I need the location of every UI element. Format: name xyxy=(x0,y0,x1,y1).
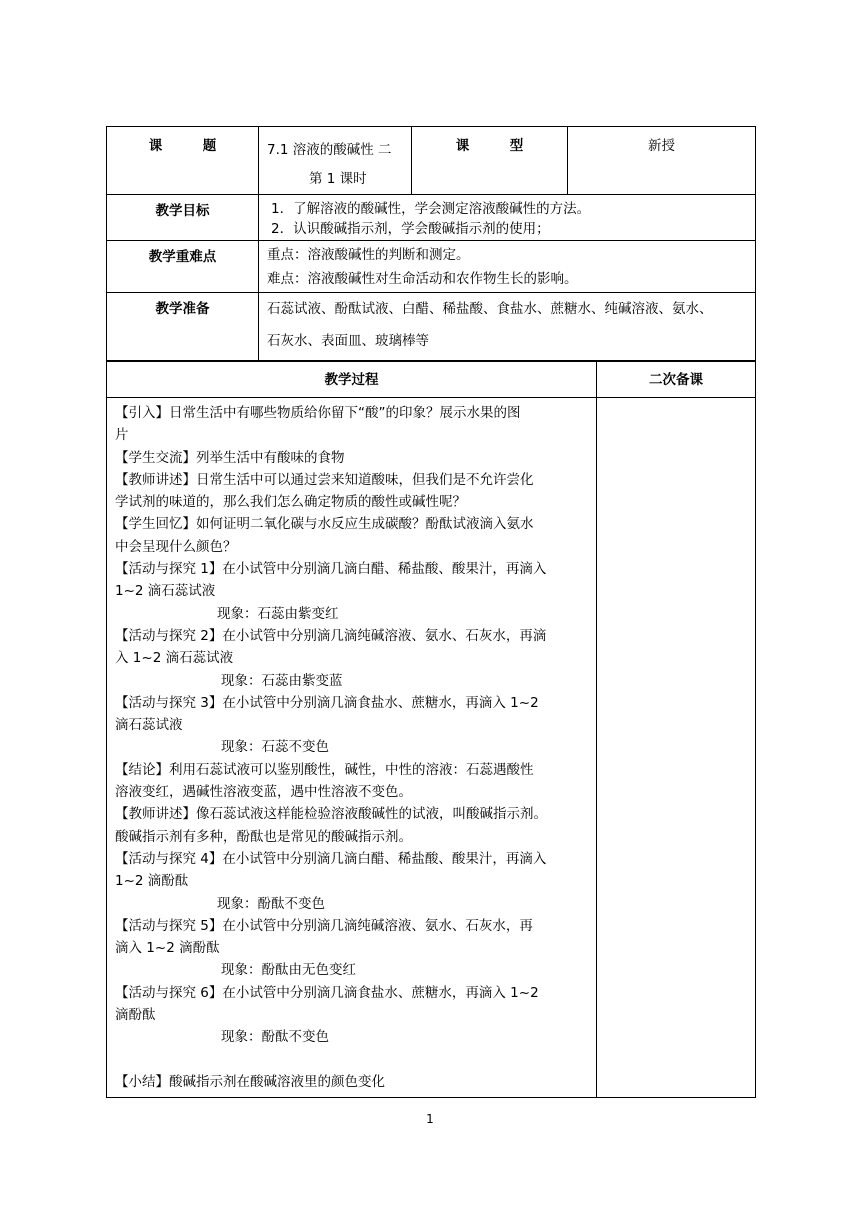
difficulty-content xyxy=(259,241,756,293)
difficult-point: 难点：溶液酸碱性对生命活动和农作物生长的影响。 xyxy=(267,271,578,287)
process-line: 【小结】酸碱指示剂在酸碱溶液里的颜色变化 xyxy=(115,1073,385,1090)
difficulty-label: 教学重难点 xyxy=(107,241,259,293)
process-line: 【活动与探究 1】在小试管中分别滴几滴白醋、稀盐酸、酸果汁，再滴入 xyxy=(115,561,547,578)
key-point: 重点：溶液酸碱性的判断和测定。 xyxy=(267,247,470,263)
goal-1: 1．了解溶液的酸碱性，学会测定溶液酸碱性的方法。 xyxy=(271,201,591,217)
process-line: 【引入】日常生活中有哪些物质给你留下“酸”的印象？展示水果的图 xyxy=(115,405,521,421)
process-line: 滴石蕊试液 xyxy=(115,717,183,734)
notes-header: 二次备课 xyxy=(597,362,756,398)
process-content xyxy=(107,398,597,1098)
process-line: 滴入 1~2 滴酚酞 xyxy=(115,940,220,957)
prep-line-2: 石灰水、表面皿、玻璃棒等 xyxy=(267,333,429,349)
topic-value xyxy=(259,127,412,195)
process-line: 【活动与探究 2】在小试管中分别滴几滴纯碱溶液、氨水、石灰水，再滴 xyxy=(115,627,547,644)
prep-content xyxy=(259,293,756,361)
process-line: 1~2 滴石蕊试液 xyxy=(115,583,216,600)
page-number: 1 xyxy=(426,1112,434,1126)
process-line: 【结论】利用石蕊试液可以鉴别酸性，碱性，中性的溶液：石蕊遇酸性 xyxy=(115,761,534,778)
process-line: 酸碱指示剂有多种，酚酞也是常见的酸碱指示剂。 xyxy=(115,828,412,845)
process-line: 现象：石蕊由紫变蓝 xyxy=(221,672,343,689)
process-line: 现象：酚酞不变色 xyxy=(221,1029,329,1046)
process-line: 入 1~2 滴石蕊试液 xyxy=(115,650,234,667)
process-line: 学试剂的味道的，那么我们怎么确定物质的酸性或碱性呢？ xyxy=(115,494,466,511)
topic-line-2: 第 1 课时 xyxy=(309,171,367,187)
process-line: 【学生回忆】如何证明二氧化碳与水反应生成碳酸？酚酞试液滴入氨水 xyxy=(115,516,534,533)
process-line: 【活动与探究 6】在小试管中分别滴几滴食盐水、蔗糖水，再滴入 1~2 xyxy=(115,984,539,1001)
process-line: 片 xyxy=(115,427,129,444)
process-line: 【活动与探究 4】在小试管中分别滴几滴白醋、稀盐酸、酸果汁，再滴入 xyxy=(115,850,547,867)
process-lines xyxy=(115,402,590,1093)
type-label: 课 型 xyxy=(412,127,568,195)
process-line: 溶液变红，遇碱性溶液变蓝，遇中性溶液不变色。 xyxy=(115,784,412,801)
topic-label: 课 题 xyxy=(107,127,259,195)
process-line: 【教师讲述】像石蕊试液这样能检验溶液酸碱性的试液，叫酸碱指示剂。 xyxy=(115,806,547,823)
process-line: 【活动与探究 3】在小试管中分别滴几滴食盐水、蔗糖水，再滴入 1~2 xyxy=(115,694,539,711)
process-line: 【教师讲述】日常生活中可以通过尝来知道酸味，但我们是不允许尝化 xyxy=(115,471,534,488)
goals-content xyxy=(259,195,756,241)
goal-2: 2．认识酸碱指示剂，学会酸碱指示剂的使用； xyxy=(271,221,550,237)
lesson-info-table xyxy=(106,126,756,361)
process-line: 【学生交流】列举生活中有酸味的食物 xyxy=(115,449,345,466)
prep-line-1: 石蕊试液、酚酞试液、白醋、稀盐酸、食盐水、蔗糖水、纯碱溶液、氨水、 xyxy=(267,301,713,317)
topic-line-1: 7.1 溶液的酸碱性 二 xyxy=(267,142,392,158)
process-header: 教学过程 xyxy=(107,362,597,398)
blank-line xyxy=(115,1049,590,1071)
prep-label: 教学准备 xyxy=(107,293,259,361)
process-line: 现象：石蕊不变色 xyxy=(221,739,329,756)
teaching-process-table xyxy=(106,361,756,1098)
goals-label: 教学目标 xyxy=(107,195,259,241)
notes-content xyxy=(597,398,756,1098)
process-line: 滴酚酞 xyxy=(115,1007,156,1024)
process-line: 现象：酚酞由无色变红 xyxy=(221,962,356,979)
type-value: 新授 xyxy=(568,127,756,195)
process-line: 中会呈现什么颜色？ xyxy=(115,538,237,555)
process-line: 1~2 滴酚酞 xyxy=(115,873,189,890)
process-line: 现象：酚酞不变色 xyxy=(217,895,325,912)
process-line: 【活动与探究 5】在小试管中分别滴几滴纯碱溶液、氨水、石灰水，再 xyxy=(115,917,533,934)
process-line: 现象：石蕊由紫变红 xyxy=(217,605,339,622)
